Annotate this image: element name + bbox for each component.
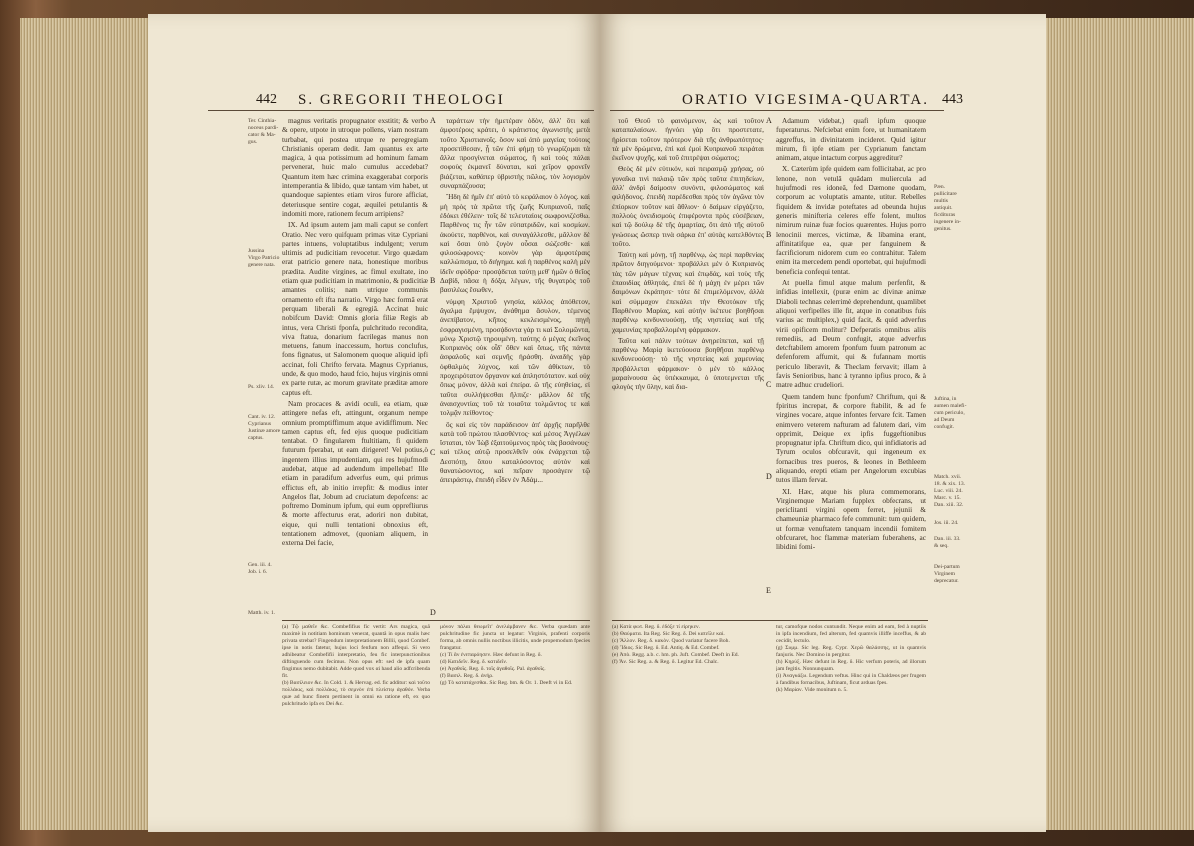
right-latin-column [776,116,926,616]
margin-note-6: Matth. iv. 1. [248,610,276,616]
left-page [148,14,600,832]
right-page-edges [1044,18,1194,830]
latin-paragraph: magnus veritatis propugnator exstitit; & verbo & opere, utpote in utroque pollens, viam nostram turbabat, qui postea utrque re peregregiam Christianis operam dedit. Jam quantus ex arte magica, à qua potissimum ad hominum famam pervenerat, huic malo cumulus accedebat? Quantum item hæc crimina exaggerabat corporis intemperantia & libido, quæ tantam vim habet, ut quandoque sapientes etiam viros furore afficiat, deteriusque sentire cogat, æquilei petulantis & indomiti more, rationem fecum arripiens? [282,116,428,218]
footnote-rule [612,620,928,621]
right-footnotes-latin: tur, camofque nodos cuntundit. Neque enim ad eam, fed à nuptiis in ipfa incendium, fed alterum, fed quamvis illiffe inceffus, & ab cecidit, lectulo. (g) Συμμ. Sic leg. Reg. Cypr. Χερῶ θαλάσσης, ut in quamvis fanjuris. Nec Domino in pergitur. (h) Κηρύξ. Hæc defunt in Reg. δ. Hic verfum poteris, ad illorum jam fegitis. Nonnunquam. (i) Ἀναγκάζω. Legendum veftus. Hinc qui in Chaldæos per frugem à fandibus fornacibus, Juftinam, ficut arduas fpes. (k) Μαρίαν. Vide monitum n. 5. [776,624,926,693]
left-running-head: S. GREGORII THEOLOGI [298,92,505,108]
right-page [600,14,1046,832]
marker-b: B [766,230,772,239]
greek-paragraph: τοῦ Θεοῦ τὸ φαινόμενον, ὡς καὶ τοῦτον καταπαλαίσων. ἠγνόει γὰρ ὅτι προστετατε, ἠρίσεται τοῦτον πρότερον διὰ τῆς ἀνθρωπότητος· τὰ μὲν δρώμενα, ἐπὶ καὶ ἐμοὶ Κυπριανοῦ πειράται ἐκεῖνον ψυχῆς, καὶ τοῦ ἐπιτρέψαι σώματος; [612,116,764,163]
right-running-head: ORATIO VIGESIMA-QUARTA. [682,92,929,108]
marker-c: C [430,448,436,457]
marker-b: B [430,276,436,285]
margin-note-3: Ps. xliv. 14. [248,384,275,390]
right-footnotes: (a) Κατὰ φωτ. Reg. δ. ἐδόξε τί εἰρηκεν. (b) Θαύματα. Ita Reg. Sic Reg. δ. Dei κατεῖλε καί. (c) Ἄλλον. Reg. δ. κακὸν. Quod variatur facere Boh. (d) Ἴδιος. Sic Reg. δ. Ed. Antiq. & Ed. Combef. (e) Ἀπὸ. Regg. a.b. c. hm. ph. Juft. Combef. Deeft in Ed. (f) Ἄν. Sic Reg. a. & Reg. δ. Legitur Ed. Chalc. [612,624,739,665]
greek-paragraph: Ἤδη δὲ ἡμῖν ἐπ' αὐτὸ τὸ κεφάλαιον ὁ λόγος. καὶ μὴ πρὸς τὰ πρῶτα τῆς ζωῆς Κυπριανοῦ, παῖς ἐδόκει ἐθέλειν· τοῖς δὲ τελευταίοις σωφρονιζέσθω. Παρθένος τις ἦν τῶν εὐπατριδῶν, καὶ κοσμίων. ἀκούετε, παρθένοι, καὶ συναγάλλεσθε, μᾶλλον δὲ καὶ ὅσαι ὑπὸ ζυγὸν οὖσαι σώζεσθε· καὶ φιλοσώφρονες· κοινὸν γὰρ ἀμφοτέραις καλλώπισμα, τὸ διήγημα. καὶ ἡ παρθένος καλὴ μὲν ἰδεῖν σφόδρα· προσᾴδεται ταύτῃ μεθ' ἡμῶν ὁ θεῖος Δαβίδ, πᾶσα ἡ δόξα, λέγων, τῆς θυγατρὸς τοῦ βασιλέως ἔσωθεν, [440,192,590,295]
right-page-number: 443 [942,92,963,107]
greek-paragraph: Ταῦτα καὶ πάλιν τούτων ἀνηρείπεται, καὶ τῇ παρθένῳ Μαρίᾳ ἱκετεύουσα βοηθῆσαι παρθένῳ κινδυνευούσῃ· τὸ τῆς νηστείας καὶ χαμευνίας προβάλλεται φάρμακον· ὁ μὲν τὸ κάλλος μαραίνουσα ὡς ὑπέκκαυμα, ὁ ὑποτεμνεται τῆς φλογὸς τὴν ὕλην, καὶ δια- [612,335,764,392]
latin-paragraph: X. Cæterùm ipfe quidem eam follicitabat, ac pro lenone, non vetulâ quâdam muliercula ad hujufmodi res idoneâ, fed Dæmone quodam, corporum ac voluptatis amante, utitur. Rebelles fiquidem & invidæ poteftates ad obeunda hujus generis minifteria celeres effe folent, multos nimirum ruinæ fuæ focios quærentes. Hujus porro lenocinii merces, victimæ, & libamina erant, affinitatifque ea, quæ per fanguinem & facrificiorum nidorem cum eo contrahitur. Talem enim ita mercedem pendi oportebat, qui hujufmodi beneficia confequi tentat. [776,164,926,276]
greek-paragraph: νύμφη Χριστοῦ γνησία, κάλλος ἀπόθετον, ἄγαλμα ἔμψυχον, ἀνάθημα ἄσυλον, τέμενος ἀνεπίβατον, κῆπος κεκλεισμένος, πηγὴ ἐσφραγισμένη, προσᾴδοντα γάρ τι καὶ Σολομῶντα, μόνῳ Χριστῷ τηρουμένη. ταύτης ὁ μέγας ἐκεῖνος Κυπριανὸς οὐκ οἶδ' ὅθεν καὶ ὅπως, τῆς πάντα ἀσφαλοῦς καὶ σεμνῆς ἠράσθη. ἀναιδὴς γὰρ ὀφθαλμὸς λύχνος, καὶ τῶν ἀθίκτων, τὸ προχειρότατον ὄργανον καὶ ἀπληστότατον. καὶ οὐχ ὅπως μόνον, ἀλλὰ καὶ ἐπείρα. ὢ τῆς εὐηθείας, εἰ ταῦτα συλλήψεσθαι ἤλπιζε· μᾶλλον δὲ τῆς ἀναισχυντίας τοῦ τὰ τοιαῦτα τολμῶντος τε καὶ τολμᾷν πείθοντος· [440,296,590,418]
margin-note-4: Cant. iv. 12. Cyprianus Justinæ amore captus. [248,414,281,441]
marker-c: C [766,380,772,389]
greek-paragraph: ὃς καὶ εἰς τὸν παράδεισον ἀπ' ἀρχῆς παρῆλθε κατὰ τοῦ πρώτου πλασθέντος· καὶ μέσος Ἀγγέλων ἵσταται, τὸν Ἰὼβ ἐξαιτούμενος πρὸς τὰς βασάνους· καὶ τέλος αὐτῷ προσελθεῖν οὐκ ἐνάρχεται τῷ Δεσπότῃ, ὅπου καταλύσοντος αὐτὸν καὶ θανατώσοντος, καὶ πεῖραν προσάγειν τῷ ἀπειράστῳ, ἐπειδὴ εἶδεν ἐν Ἀδάμ... [440,419,590,485]
header-rule [610,110,944,111]
marker-a: A [430,116,436,125]
marker-e: E [766,586,771,595]
latin-paragraph: At puella fimul atque malum perfenfit, & infidias intellexit, (puræ enim ac divinæ animæ Diaboli technas celerrimè deprehendunt, quamlibet aliquoi verfipelles ille fit, atque in conatibus fuis varius ac multiplex,) quid facit, & quid adverfus virii opificem molitur? Defperatis omnibus aliis remediis, ad Deum confugit, atque adverfus detcftabilem amorem fponfum fuum patronum ac defenforem affumit, qui & fufannam mortis periculo liberavit, & Theclam fervavit; illam à favis Senioribus, hanc à tyranno ipfius proco, & à matre adhuc crudeliori. [776,278,926,390]
header-rule [208,110,594,111]
footnote-rule [282,620,590,621]
greek-paragraph: Θεὸς δὲ μὲν εὐτικόν, καὶ πειρασμῷ χρήσας, οὐ γυναῖκα τινὶ παλαιῷ τῶν πρὸς ταῦτα ἐπιτηδείων, ἀλλ' ἀνδρὶ δαίμοσιν συνόντι, φιλοσώματος καὶ φιλήδονος. ἐπειδὴ παρέδεσθαι πρὸς τὸν ἀγῶνα τὸν ἐπίορκον τοῦτον καὶ ἄθλιον· ὁ δαίμων εἰργάζετο, πολλοὺς ὀνειδισμοὺς ἐπιφέροντα πρὸς εὐσέβειαν, καὶ τῷ δούλῳ δὲ τῆς ἁμαρτίας, ὅτι ἀπὸ τῆς αὐτοῦ γνώσεως ὥσπερ τινὰ σάρκα ἐπ' αὐτὰς κατελθόντες τοῦτο. [612,164,764,248]
greek-paragraph: ταράττων τὴν ἡμετέραν ὁδὸν, ἀλλ' ὅτι καὶ ἀμφοτέροις κράτει, ὁ κράτιστος ἀγωνιστὴς μετὰ τοῦτο Χριστιανοῖς. ὅσον καὶ ἀπὸ μαγείας τούτοις προσετίθεσαν, ᾗ τῶν ἐπὶ φήμῃ τὸ γνωρίζομαι τὰ ἄλλα προσγίνεται σώματος, ἢ καὶ τοὺς πάλαι σοφοὺς ἐκμανεῖ δύναται, καὶ χεῖρον φρονεῖν βιάζεται, καθάπερ ὑβριστὴς πῶλος, τὸν λογισμὸν συναρπάζουσα; [440,116,590,191]
margin-note-r6: Dei-partum Virginem deprecatur. [934,564,960,584]
margin-note-r4: Jos. iii. 24. [934,520,959,526]
marker-d: D [766,472,772,481]
latin-paragraph: Adamum videbat,) quafi ipfum quoque fuperaturus. Nefciebat enim fore, ut humanitatem aggreffus, in divinitatem incideret. Quid igitur mirum, fi ipfe etiam per Cyprianum fanctam animam, atque intactum corpus aggreditur? [776,116,926,163]
latin-paragraph: Quem tandem hunc fponfum? Chriftum, qui & fpiritus increpat, & corpore ftabilit, & ad fe virgines vocare, atque infontes fervare fcit. Tamen enimvero veterem nafturam ad falutem dari, vim opprimit, Deique ex ipfis fuggeftionibus propugnatur ipfa. Chriftum dico, qui infidiatoris ad Tyrum oculos obfcuravit, qui ingeneum ex fornacibus tres pueros, & leones in Bethleem aliquando, erepti etiam per Angelorum excubias tutos illam fervat. [776,391,926,485]
left-footnotes: (a) Τῷ μαθεῖν &c. Combefifius fic vertit: Ars magica, quâ maximè in notitiam hominum venerat, quantâ in opus malis hæc privata strebat? Fingendum interpretationem Billii, quod Combef. ipse in notis fatetur, hujus loci fenfum non affequi. Si vero adhibeatur Combefifii interpretatio, feu fic interpunctionibus diftinguendo cum fecimus. Non opus eft: sed de ipfa quam fingimus nemo dubitabit. Adde quod vox αἱ haud alio adfcribenda fit. (b) Βασίλειον &c. In Cold. 1. & Hervag. ed. fic additur: καὶ τοῦτο πολλάκις, καὶ πολλάκις, τὸ σεμνὸν ἐπὶ πλείστῳ ἀγαθόν. Verba quæ ad hunc finem pertinent in omni ea ratione eft, ex quo pulchritudo ipfa ex Dei &c. [282,624,430,707]
marker-a: A [766,116,772,125]
margin-note-r3: Match. xvii. 18. & xix. 13. Luc. viii. 24. Marc. v. 15. Dan. xiii. 32. [934,474,966,508]
left-latin-column [282,116,428,616]
margin-note-1: Ter. Cinthia- noceus pardi- cator & Ma- gus. [248,118,279,145]
latin-paragraph: Nam procaces & avidi oculi, ea etiam, quæ attingere nefas eft, attingunt, organum nempe omnium promptiffimum atque avidiffimum. Nec tamen captus eft, fed ejus quoque pudicitiam tentabat. O fingularem ftultitiam, fi quidem futurum fperabat, ut eam dirigeret! Vel potius,ò ingentem illius impudentiam, qui res hujufmodi audebat, atque ad audendum impellebat! Ille etiam in paradifum adverfus eum, qui primus effictus eft, ab initio irrepfit: & modius inter Angelos flat, Jobum ad cruciatum depofcens: ac poftremo Dominum ipfum, qui eum opprefliurus & morte affecturus erat, adoriri non dubitat, eique, qui nulli tentationi obnoxius eft, tentationem admovet, (quoniam aliquem, in externa Dei facie, [282,398,428,548]
margin-note-2: Jussina Virgo Patricio genere nata. [248,248,280,268]
marker-d: D [430,608,436,617]
latin-paragraph: XI. Hæc, atque his plura commemorans, Virginemque Mariam fupplex obfecrans, ut periclitanti virgini opem ferret, jejunii & chameuniæ pharmaco fefe communit: tum quidem, ut formæ venuftatem tanquam incendii fomitem obfcuraret, hoc flammæ materiam fuberahens, ac libidini fomi- [776,486,926,552]
margin-note-r1: Pæn. pullicitare multis antiquit. ficdituras ingenere in- genitus. [934,184,961,232]
right-greek-column [612,116,764,616]
left-page-number: 442 [256,92,277,107]
margin-note-5: Gen. iii. 4. Job. i. 6. [248,562,272,575]
left-greek-column [440,116,590,616]
latin-paragraph: IX. Ad ipsum autem jam mali caput se confert Oratio. Nec vero quifquam primas vitæ Cypriani partes intuens, voluptatibus indulgent; verum ultimis ad pudicitiam revocetur. Virgo quædam erat patricio genere nata, honestique moribus prædita. Audite virgines, ac fimul exultate, ino etiam quæ pudicitiam in matrimonio, & pudicitiæ amantes colitis; nam utrique communis ornamento eft ifta narratio. Virgo hæc formâ erat perquam liberali & egregiâ. Accinat huic nobifcum David: Omnis gloria filiæ Regis ab intus, vera Christi fponfa, pulchritudo recondita, viva ftatua, donarium facrilegas manus non metuens, fanum inaccessum, hortus conclufus, fons fignatus, ut Salomonem quoque aliquid ipfi accinat, foli Chrifto fervata. Magnus Cyprianus, unde, & quo modo, haud fcio, hujus virginis omni ex parte rutæ, ac morum gravitate præditæ amore captus eft. [282,220,428,397]
greek-paragraph: Ταύτῃ καὶ μόνῃ, τῇ παρθένῳ, ὡς περὶ παρθενίας πρῶτον διηγούμενοι· προβάλλει μὲν ὁ Κυπριανὸς τὰς τῶν μάγων τέχνας καὶ ἐπῳδάς, καὶ τοὺς τῆς ἐπαοιδίας ἀθλητάς, ἐπεὶ δὲ ἡ μάχη ἐν μέρει τῶν δαιμόνων ἐκράτησε· τότε δὲ ἐπιμελόμενον, ἀλλὰ καὶ σύμμαχον ἐπεκάλει τὴν Θεοτόκον τῆς Παρθένου Μαρίας, καὶ αὐτὴν ἱκέτευε βοηθῆσαι παρθένῳ κινδυνευούσῃ, τῆς νηστείας καὶ τῆς χαμευνίας προβαλλομένη φάρμακον. [612,250,764,334]
margin-note-r5: Dan. iii. 33. & seq. [934,536,961,549]
left-footnotes-greek: μόνον πάλαι θεωρεῖτ' ἀνελάμβανεν &c. Verba quædam ante pulchritudine fic juncta ut legatur: Virginis, prafenti corporis forma, ab omnis nullis noctibus illicitis, unde propemodum fpecies frangatur. (c) Τί ἂν ἐνεπαρόησεν. Hæc defunt in Reg. δ. (d) Κατιδεῖν. Reg. δ. κατιδεῖν. (e) Ἀγαθοῖς. Reg. δ. τοῖς ἀγαθοῖς. Pal. ἀγαθοῖς. (f) Βασιλ. Reg. δ. ἀνήρ. (g) Τὸ κατατάχεσθαι. Sic Reg. bm. & Or. 1. Deeft vi in Ed. [440,624,590,686]
left-page-edges [20,18,148,830]
margin-note-r2: Juftina, in aumen malefi- cum periculo, ad Deum confugit. [934,396,967,430]
